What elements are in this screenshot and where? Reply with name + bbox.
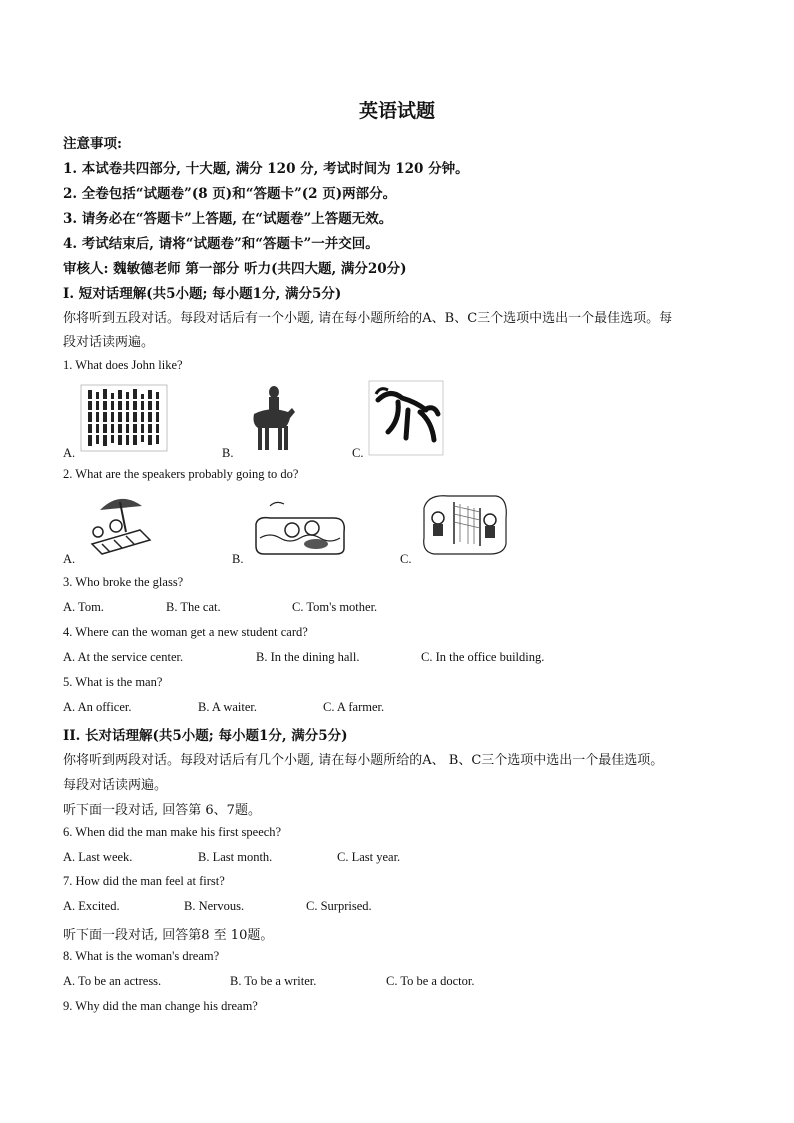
q4-option-b: B. In the dining hall. bbox=[256, 650, 360, 664]
q2-option-a-label: A. bbox=[63, 552, 76, 566]
q2-option-c-label: C. bbox=[400, 552, 412, 566]
note-item-1: 1. 本试卷共四部分, 十大题, 满分 120 分, 考试时间为 120 分钟。 bbox=[63, 161, 469, 177]
beach-sunbathing-picture bbox=[80, 492, 160, 560]
q4-option-c: C. In the office building. bbox=[421, 650, 545, 664]
listen-instruction-2: 听下面一段对话, 回答第8 至 10题。 bbox=[63, 928, 274, 943]
section2-heading: II. 长对话理解(共5小题; 每小题1分, 满分5分) bbox=[63, 728, 348, 744]
question-1-stem: 1. What does John like? bbox=[63, 358, 183, 372]
terracotta-horse-rider-picture bbox=[248, 382, 298, 457]
section1-instructions-line2: 段对话读两遍。 bbox=[63, 335, 155, 350]
q6-option-a: A. Last week. bbox=[63, 850, 133, 864]
reviewer-line: 审核人: 魏敏德老师 第一部分 听力(共四大题, 满分20分) bbox=[63, 261, 407, 277]
q2-option-b-label: B. bbox=[232, 552, 244, 566]
q8-option-a: A. To be an actress. bbox=[63, 974, 162, 988]
q4-option-a: A. At the service center. bbox=[63, 650, 184, 664]
q8-option-c: C. To be a doctor. bbox=[386, 974, 475, 988]
note-item-3: 3. 请务必在“答题卡”上答题, 在“试题卷”上答题无效。 bbox=[63, 211, 393, 227]
question-2-stem: 2. What are the speakers probably going to do? bbox=[63, 467, 299, 481]
q6-option-b: B. Last month. bbox=[198, 850, 273, 864]
q5-option-b: B. A waiter. bbox=[198, 700, 258, 714]
q1-option-c-label: C. bbox=[352, 446, 364, 460]
q7-option-c: C. Surprised. bbox=[306, 899, 372, 913]
q3-option-c: C. Tom's mother. bbox=[292, 600, 378, 614]
question-7-stem: 7. How did the man feel at first? bbox=[63, 874, 225, 888]
note-item-4: 4. 考试结束后, 请将“试题卷”和“答题卡”一并交回。 bbox=[63, 236, 379, 252]
q3-option-a: A. Tom. bbox=[63, 600, 104, 614]
question-5-stem: 5. What is the man? bbox=[63, 675, 163, 689]
question-8-stem: 8. What is the woman's dream? bbox=[63, 949, 220, 963]
q1-option-a-label: A. bbox=[63, 446, 76, 460]
section2-instructions-line2: 每段对话读两遍。 bbox=[63, 778, 168, 793]
listen-instruction-1: 听下面一段对话, 回答第 6、7题。 bbox=[63, 803, 261, 818]
q8-option-b: B. To be a writer. bbox=[230, 974, 317, 988]
q6-option-c: C. Last year. bbox=[337, 850, 401, 864]
q5-option-c: C. A farmer. bbox=[323, 700, 385, 714]
question-9-stem: 9. Why did the man change his dream? bbox=[63, 999, 258, 1013]
question-6-stem: 6. When did the man make his first speech? bbox=[63, 825, 282, 839]
tennis-picture bbox=[418, 488, 510, 558]
q7-option-a: A. Excited. bbox=[63, 899, 120, 913]
q1-option-b-label: B. bbox=[222, 446, 234, 460]
q7-option-b: B. Nervous. bbox=[184, 899, 245, 913]
horse-painting-picture bbox=[368, 380, 444, 456]
note-item-2: 2. 全卷包括“试题卷”(8 页)和“答题卡”(2 页)两部分。 bbox=[63, 186, 397, 202]
q5-option-a: A. An officer. bbox=[63, 700, 132, 714]
swimming-picture bbox=[250, 494, 350, 558]
question-3-stem: 3. Who broke the glass? bbox=[63, 575, 184, 589]
page-title: 英语试题 bbox=[358, 100, 435, 122]
calligraphy-picture bbox=[80, 384, 170, 454]
section1-heading: I. 短对话理解(共5小题; 每小题1分, 满分5分) bbox=[63, 286, 342, 302]
question-4-stem: 4. Where can the woman get a new student card? bbox=[63, 625, 308, 639]
section2-instructions-line1: 你将听到两段对话。每段对话后有几个小题, 请在每小题所给的A、 B、C三个选项中选出一个最佳选项。 bbox=[63, 753, 664, 768]
section1-instructions-line1: 你将听到五段对话。每段对话后有一个小题, 请在每小题所给的A、B、C三个选项中选出一个最佳选项。每 bbox=[63, 311, 673, 326]
q3-option-b: B. The cat. bbox=[166, 600, 221, 614]
notes-heading: 注意事项: bbox=[63, 136, 122, 152]
